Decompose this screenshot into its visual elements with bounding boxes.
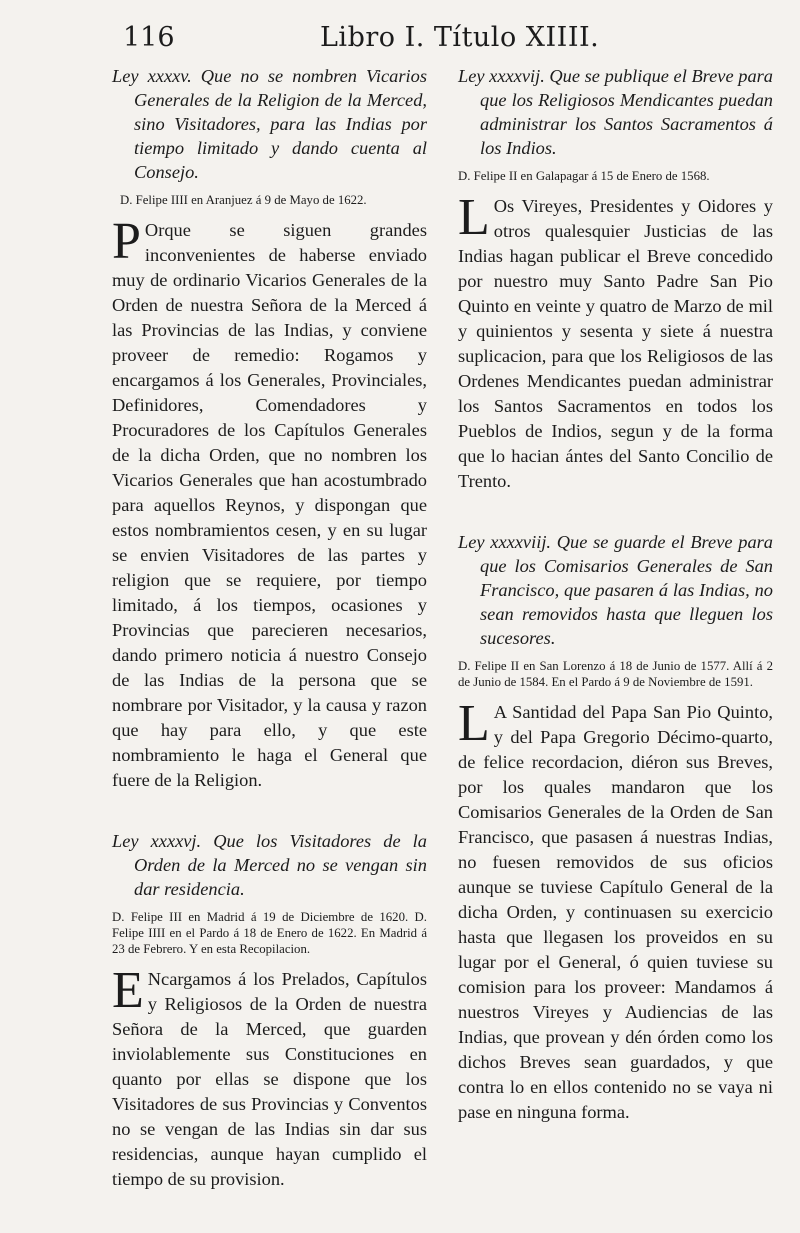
drop-cap: L [458, 189, 490, 246]
drop-cap: P [112, 213, 141, 270]
law-text-46 [112, 962, 427, 1192]
left-column [112, 64, 427, 1212]
law-text-45 [112, 213, 427, 793]
law-text-48 [458, 695, 773, 1125]
law-body: Os Vireyes, Presidentes y Oidores y otros qualesquier Justicias de las Indias hagan publicar el Breve concedido por nuestro muy Santo Padre San Pio Quinto en veinte y quatro de Marzo de mil y quinientos y sesenta y siete á nuestra suplicacion, para que los Religiosos de las Ordenes Mendicantes puedan administrar los Santos Sacramentos en todos los Pueblos de Indios, segun y de la forma que lo hacian ántes del Santo Concilio de Trento. [458, 196, 773, 491]
law-heading-46: Ley xxxxvj. Que los Visitadores de la Orden de la Merced no se vengan sin dar residencia. [112, 831, 427, 899]
drop-cap: L [458, 695, 490, 752]
law-citation-47: D. Felipe II en Galapagar á 15 de Enero de 1568. [458, 169, 710, 183]
running-title: Libro I. Título XIIII. [320, 22, 600, 53]
law-heading-47: Ley xxxxvij. Que se publique el Breve para que los Religiosos Mendicantes puedan administrar los Santos Sacramentos á los Indios. [458, 66, 773, 158]
law-body: A Santidad del Papa San Pio Quinto, y del Papa Gregorio Décimo-quarto, de felice recordacion, diéron sus Breves, por los quales mandaron que los Comisarios Generales de la Orden de San Francisco, que pasasen á nuestras Indias, no fuesen removidos de sus oficios aunque se tuviese Capítulo General de la dicha Orden, y continuasen su exercicio hasta que llegasen los proveidos en su lugar por el General, ó quien tuviese su comision para los proveer: Mandamos á nuestros Vireyes y Audiencias de las Indias, que provean y dén órden como los dichos Breves sean guardados, y que contra lo en ellos contenido no se vaya ni pase en ninguna forma. [458, 702, 773, 1122]
page-header [0, 22, 800, 58]
law-citation-48: D. Felipe II en San Lorenzo á 18 de Junio de 1577. Allí á 2 de Junio de 1584. En el Pardo á 9 de Noviembre de 1591. [458, 659, 773, 689]
law-citation-45: D. Felipe IIII en Aranjuez á 9 de Mayo de 1622. [120, 193, 367, 207]
law-heading-45: Ley xxxxv. Que no se nombren Vicarios Generales de la Religion de la Merced, sino Visitadores, para las Indias por tiempo limitado y dando cuenta al Consejo. [112, 66, 427, 182]
law-heading-48: Ley xxxxviij. Que se guarde el Breve para que los Comisarios Generales de San Francisco, que pasaren á las Indias, no sean removidos hasta que lleguen los sucesores. [458, 532, 773, 648]
law-text-47 [458, 189, 773, 494]
law-citation-46: D. Felipe III en Madrid á 19 de Diciembre de 1620. D. Felipe IIII en el Pardo á 18 de Enero de 1622. En Madrid á 23 de Febrero. Y en esta Recopilacion. [112, 910, 427, 956]
right-column [458, 64, 773, 1145]
page-number: 116 [123, 22, 175, 53]
law-body: Orque se siguen grandes inconvenientes de haberse enviado muy de ordinario Vicarios Generales de la Orden de nuestra Señora de la Merced á las Provincias de las Indias, y conviene proveer de remedio: Rogamos y encargamos á los Generales, Provinciales, Definidores, Comendadores y Procuradores de los Capítulos Generales de la dicha Orden, que no nombren los Vicarios Generales que han acostumbrado para aquellos Reynos, y dispongan que estos nombramientos cesen, y en su lugar se envien Visitadores de las partes y religion que se requiere, por tiempo limitado, á los tiempos, ocasiones y Provincias que parecieren necesarios, dando primero noticia á nuestro Consejo de las Indias de la persona que se nombrare por Visitador, y la causa y razon que hay para ello, y que este nombramiento le haga el General que fuere de la Religion. [112, 220, 427, 790]
drop-cap: E [112, 962, 144, 1019]
law-body: Ncargamos á los Prelados, Capítulos y Religiosos de la Orden de nuestra Señora de la Merced, que guarden inviolablemente sus Constituciones en quanto por ellas se dispone que los Visitadores de sus Provincias y Conventos no se vengan de las Indias sin dar sus residencias, aunque hayan cumplido el tiempo de su provision. [112, 969, 427, 1189]
